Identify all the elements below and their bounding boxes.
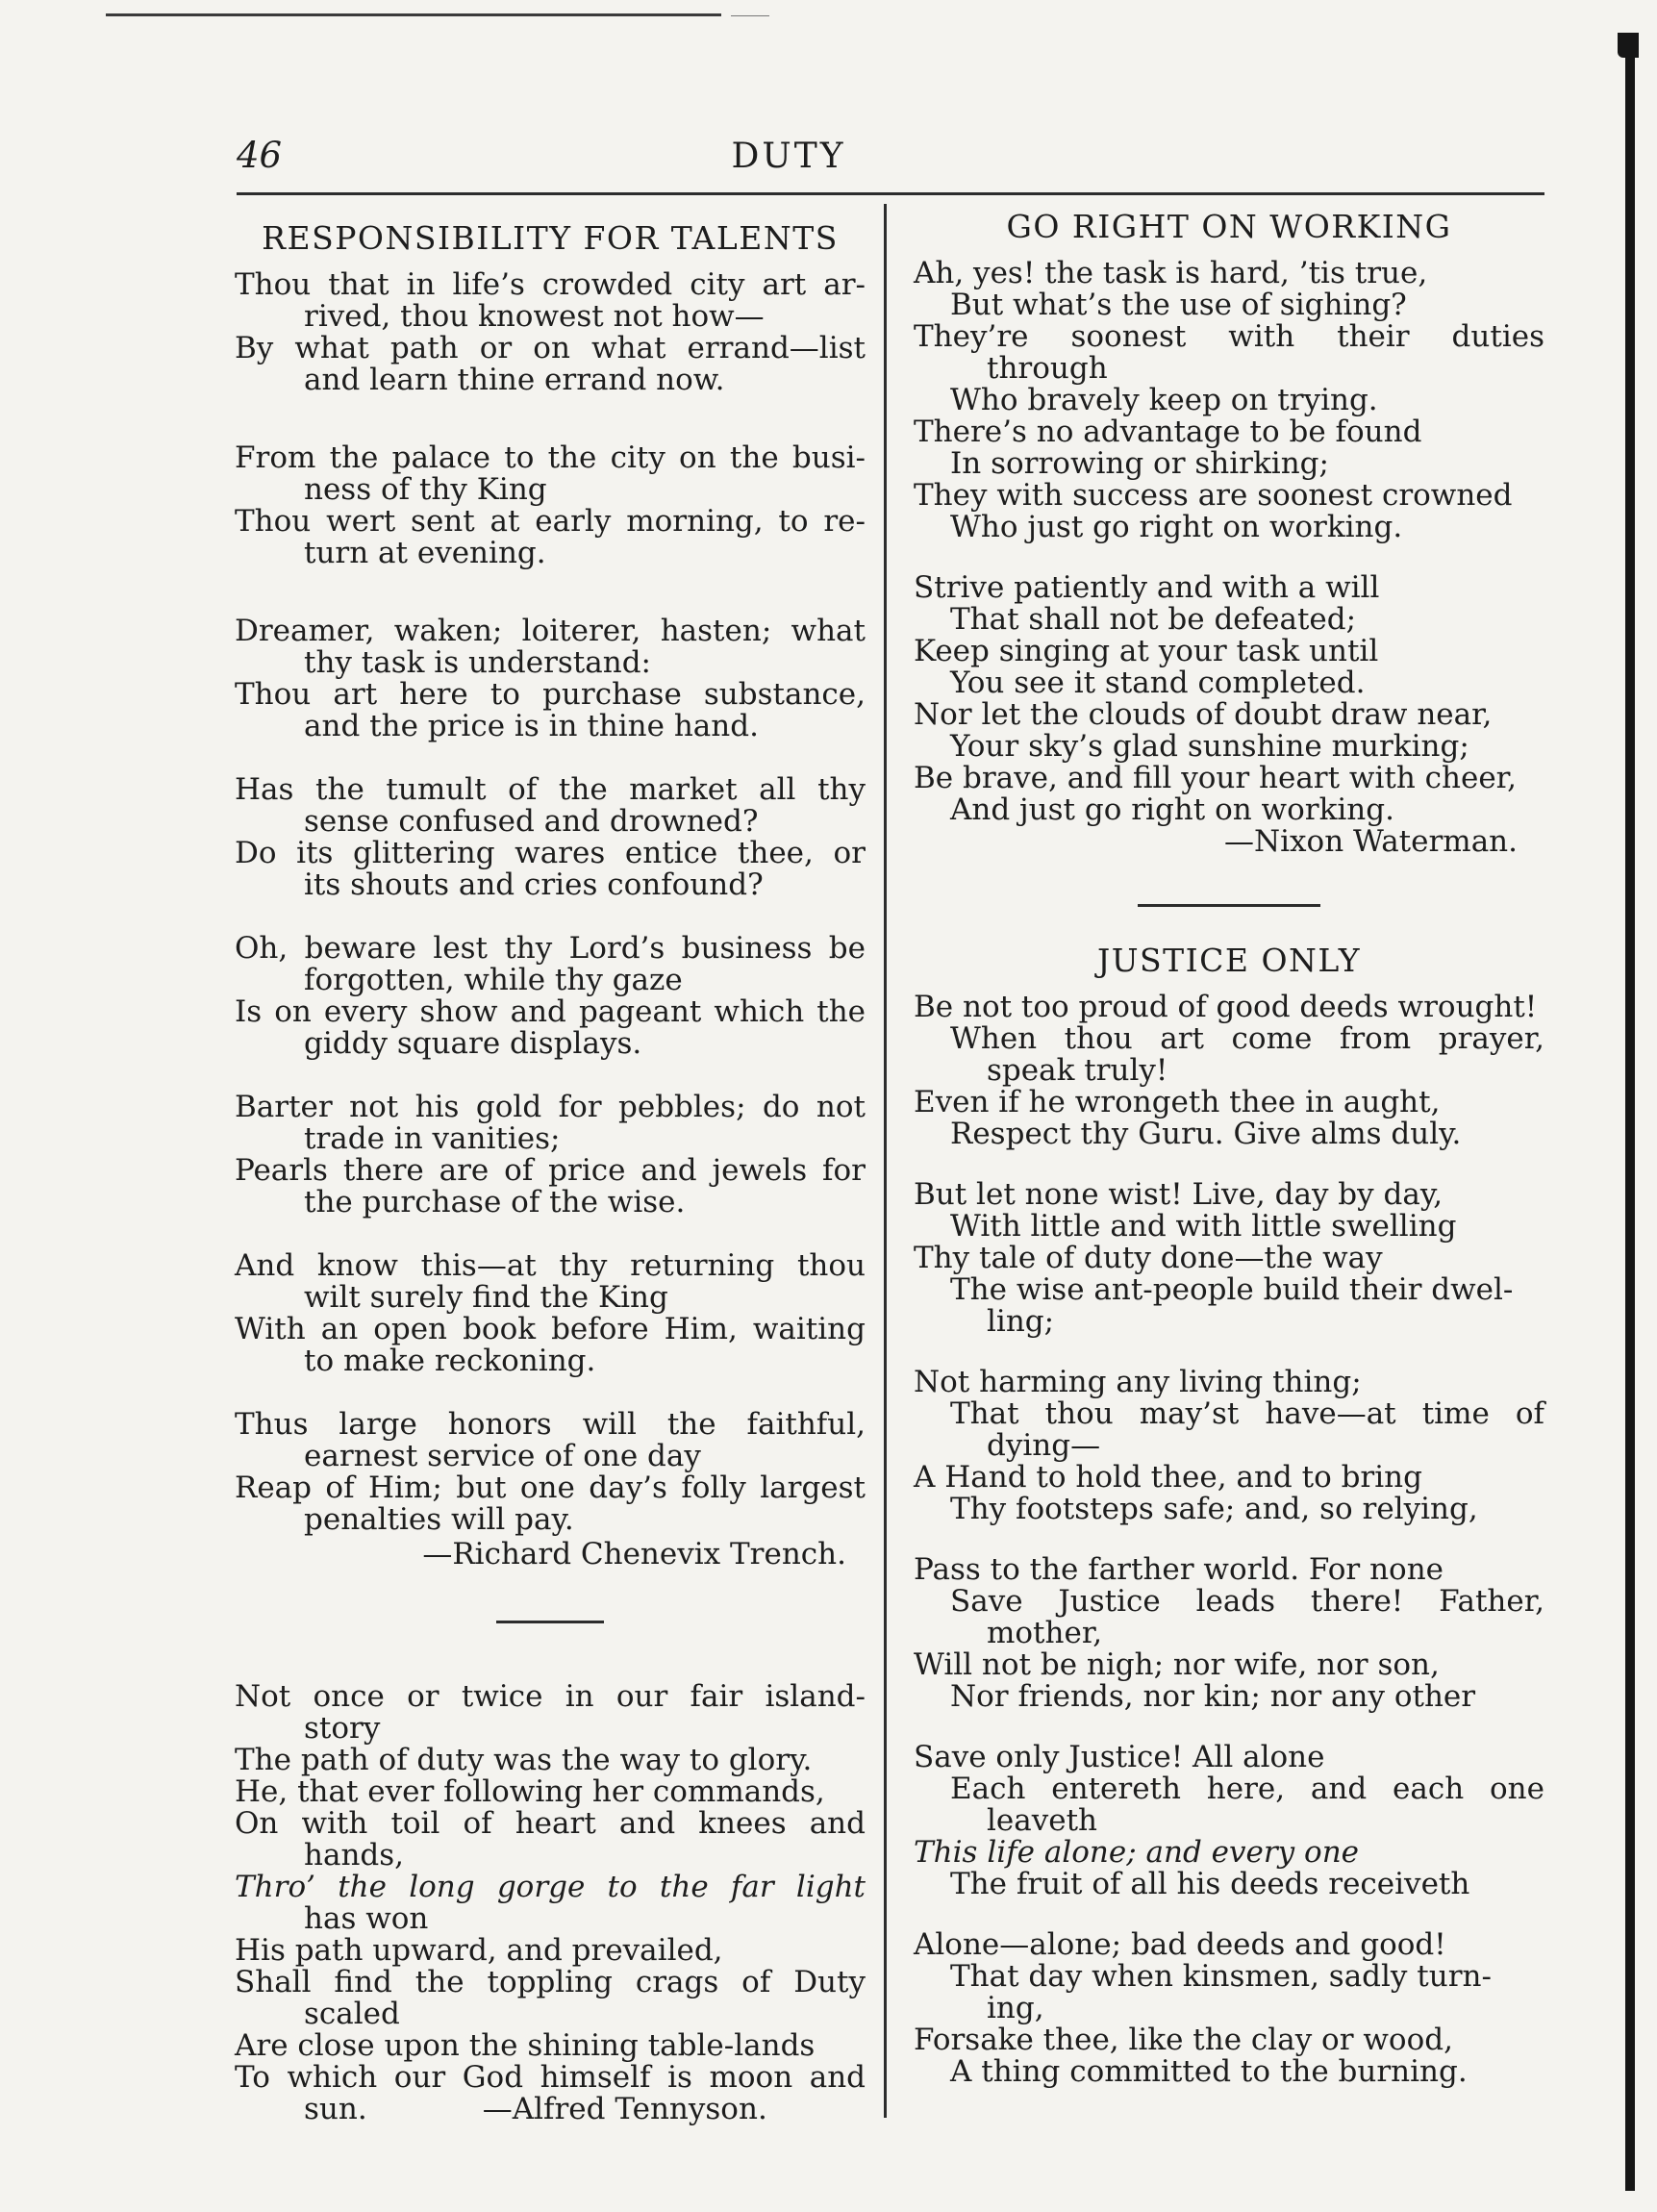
poem-line: its shouts and cries confound? xyxy=(304,867,764,902)
poem-line: the purchase of the wise. xyxy=(304,1185,686,1219)
poem-line: ling; xyxy=(987,1304,1055,1339)
poem-line: Has the tumult of the market all thy xyxy=(235,772,866,807)
poem-line: Will not be nigh; nor wife, nor son, xyxy=(914,1647,1440,1682)
poem-line: Alone—alone; bad deeds and good! xyxy=(914,1927,1446,1962)
poem-line: hands, xyxy=(304,1838,405,1873)
poem-line: But what’s the use of sighing? xyxy=(950,288,1407,322)
poem-line: Barter not his gold for pebbles; do not xyxy=(235,1090,866,1124)
poem-line: There’s no advantage to be found xyxy=(914,415,1422,449)
stanza xyxy=(235,1092,866,1219)
poem-line: Respect thy Guru. Give alms duly. xyxy=(950,1117,1462,1151)
poem-title-go-right-on-working: GO RIGHT ON WORKING xyxy=(1006,208,1452,245)
poem-line: wilt surely find the King xyxy=(304,1280,668,1315)
poem-line: Thou wert sent at early morning, to re- xyxy=(235,504,866,539)
poem-line: Pearls there are of price and jewels for xyxy=(235,1153,866,1188)
stanza xyxy=(914,1367,1544,1525)
poem-line: Be not too proud of good deeds wrought! xyxy=(914,990,1538,1024)
poem-line: He, that ever following her commands, xyxy=(235,1774,825,1809)
section-separator xyxy=(496,1621,604,1623)
poem-line: Nor friends, nor kin; nor any other xyxy=(950,1679,1476,1714)
poem-line: scaled xyxy=(304,1997,400,2031)
poem-line: Who just go right on working. xyxy=(950,510,1403,544)
poem-line: In sorrowing or shirking; xyxy=(950,446,1329,481)
poem-line: through xyxy=(987,351,1108,386)
poem-line: Each entereth here, and each one xyxy=(950,1772,1544,1806)
poem-title-responsibility: RESPONSIBILITY FOR TALENTS xyxy=(262,219,839,257)
poem-line: and learn thine errand now. xyxy=(304,363,725,397)
poem-line: Oh, beware lest thy Lord’s business be xyxy=(235,931,866,966)
poem-line xyxy=(235,2094,866,2125)
poem-line: But let none wist! Live, day by day, xyxy=(914,1177,1444,1212)
poem-line: thy task is understand: xyxy=(304,645,651,680)
poem-line: With an open book before Him, waiting xyxy=(235,1312,866,1346)
poem-line: They’re soonest with their duties xyxy=(914,319,1544,354)
binding-edge-bar xyxy=(1625,37,1635,2191)
poem-line: Dreamer, waken; loiterer, hasten; what xyxy=(235,614,866,648)
poem-line: Is on every show and pageant which the xyxy=(235,994,866,1029)
stanza xyxy=(235,269,866,396)
poem-line: Ah, yes! the task is hard, ’tis true, xyxy=(914,256,1428,290)
scan-top-rule-fragment xyxy=(731,15,769,16)
poem-line: And know this—at thy returning thou xyxy=(235,1248,866,1283)
poem-line: Thy tale of duty done—the way xyxy=(914,1241,1383,1275)
poem-line-end: sun. xyxy=(304,2092,367,2126)
poem-line: Strive patiently and with a will xyxy=(914,570,1380,605)
poem-line: Your sky’s glad sunshine murking; xyxy=(950,729,1469,764)
poem-line: penalties will pay. xyxy=(304,1502,574,1537)
poem-line: That thou may’st have—at time of xyxy=(950,1396,1544,1431)
poem-line: Even if he wrongeth thee in aught, xyxy=(914,1085,1441,1119)
poem-line: With little and with little swelling xyxy=(950,1209,1457,1244)
poem-line: Pass to the farther world. For none xyxy=(914,1552,1444,1587)
poem-line: and the price is in thine hand. xyxy=(304,709,759,743)
stanza-tennyson xyxy=(235,1681,866,2125)
poem-author-trench: —Richard Chenevix Trench. xyxy=(422,1537,846,1571)
poem-line: trade in vanities; xyxy=(304,1121,561,1156)
poem-line: This life alone; and every one xyxy=(914,1835,1360,1870)
poem-line: speak truly! xyxy=(987,1053,1168,1088)
stanza xyxy=(235,774,866,901)
stanza xyxy=(235,616,866,742)
poem-line: A thing committed to the burning. xyxy=(950,2054,1468,2089)
header-rule xyxy=(237,192,1544,195)
poem-line: The fruit of all his deeds receiveth xyxy=(950,1867,1470,1901)
poem-line: Nor let the clouds of doubt draw near, xyxy=(914,697,1493,732)
poem-line: leaveth xyxy=(987,1803,1098,1838)
stanza xyxy=(914,572,1544,826)
poem-line: rived, thou knowest not how— xyxy=(304,299,765,334)
poem-author-tennyson: —Alfred Tennyson. xyxy=(482,2092,767,2126)
poem-line: That day when kinsmen, sadly turn- xyxy=(950,1959,1492,1994)
stanza xyxy=(235,1409,866,1536)
poem-line: to make reckoning. xyxy=(304,1344,596,1378)
poem-line: ing, xyxy=(987,1991,1044,2025)
poem-line: His path upward, and prevailed, xyxy=(235,1933,723,1968)
poem-line: Not once or twice in our fair island- xyxy=(235,1679,866,1714)
right-column xyxy=(914,200,1544,2117)
stanza xyxy=(914,1929,1544,2088)
poem-title-justice-only: JUSTICE ONLY xyxy=(1096,942,1362,979)
poem-line: And just go right on working. xyxy=(950,792,1394,827)
poem-line: Keep singing at your task until xyxy=(914,634,1379,668)
poem-line: By what path or on what errand—list xyxy=(235,331,866,365)
poem-line: giddy square displays. xyxy=(304,1026,642,1061)
poem-line: Thou that in life’s crowded city art ar- xyxy=(235,267,866,302)
poem-line: You see it stand completed. xyxy=(950,666,1366,700)
poem-line: Shall find the toppling crags of Duty xyxy=(235,1965,866,1999)
stanza xyxy=(235,933,866,1060)
poem-line: Thy footsteps safe; and, so relying, xyxy=(950,1492,1478,1526)
stanza xyxy=(914,1179,1544,1338)
poem-line: story xyxy=(304,1711,381,1746)
poem-line: Not harming any living thing; xyxy=(914,1365,1362,1399)
poem-line: has won xyxy=(304,1901,429,1936)
poem-line: sense confused and drowned? xyxy=(304,804,759,839)
poem-line: A Hand to hold thee, and to bring xyxy=(914,1460,1422,1495)
left-column xyxy=(235,200,866,2157)
stanza xyxy=(914,1742,1544,1900)
poem-line: The path of duty was the way to glory. xyxy=(235,1743,813,1777)
poem-line: forgotten, while thy gaze xyxy=(304,963,683,997)
poem-line: When thou art come from prayer, xyxy=(950,1021,1544,1056)
poem-line: Thus large honors will the faithful, xyxy=(235,1407,866,1442)
column-divider xyxy=(884,204,887,2118)
poem-line: dying— xyxy=(987,1428,1101,1463)
stanza xyxy=(914,1554,1544,1713)
poem-line: Thou art here to purchase substance, xyxy=(235,677,866,712)
poem-line: ness of thy King xyxy=(304,472,547,507)
poem-line: Who bravely keep on trying. xyxy=(950,383,1378,417)
poem-line: Forsake thee, like the clay or wood, xyxy=(914,2023,1453,2057)
poem-line: mother, xyxy=(987,1616,1103,1650)
scan-top-rule xyxy=(106,13,721,16)
poem-line: To which our God himself is moon and xyxy=(235,2060,866,2095)
poem-author-waterman: —Nixon Waterman. xyxy=(1224,824,1518,859)
stanza xyxy=(235,1250,866,1377)
poem-line: That shall not be defeated; xyxy=(950,602,1357,637)
poem-line: Save Justice leads there! Father, xyxy=(950,1584,1544,1619)
page-number: 46 xyxy=(237,135,283,176)
poem-line: earnest service of one day xyxy=(304,1439,701,1473)
poem-line: The wise ant-people build their dwel- xyxy=(950,1272,1514,1307)
poem-line: On with toil of heart and knees and xyxy=(235,1806,866,1841)
section-separator xyxy=(1138,904,1320,907)
poem-line: Save only Justice! All alone xyxy=(914,1740,1325,1774)
poem-line: Do its glittering wares entice thee, or xyxy=(235,836,866,870)
poem-line: Reap of Him; but one day’s folly largest xyxy=(235,1470,866,1505)
poem-line: Be brave, and fill your heart with cheer, xyxy=(914,761,1517,795)
poem-line: turn at evening. xyxy=(304,536,546,570)
stanza xyxy=(914,992,1544,1150)
stanza xyxy=(914,258,1544,543)
running-head: DUTY xyxy=(731,137,846,176)
poem-line: From the palace to the city on the busi- xyxy=(235,440,866,475)
poem-line: Are close upon the shining table-lands xyxy=(235,2028,816,2063)
poem-line: They with success are soonest crowned xyxy=(914,478,1513,513)
stanza xyxy=(235,442,866,569)
poem-line: Thro’ the long gorge to the far light xyxy=(235,1870,866,1904)
